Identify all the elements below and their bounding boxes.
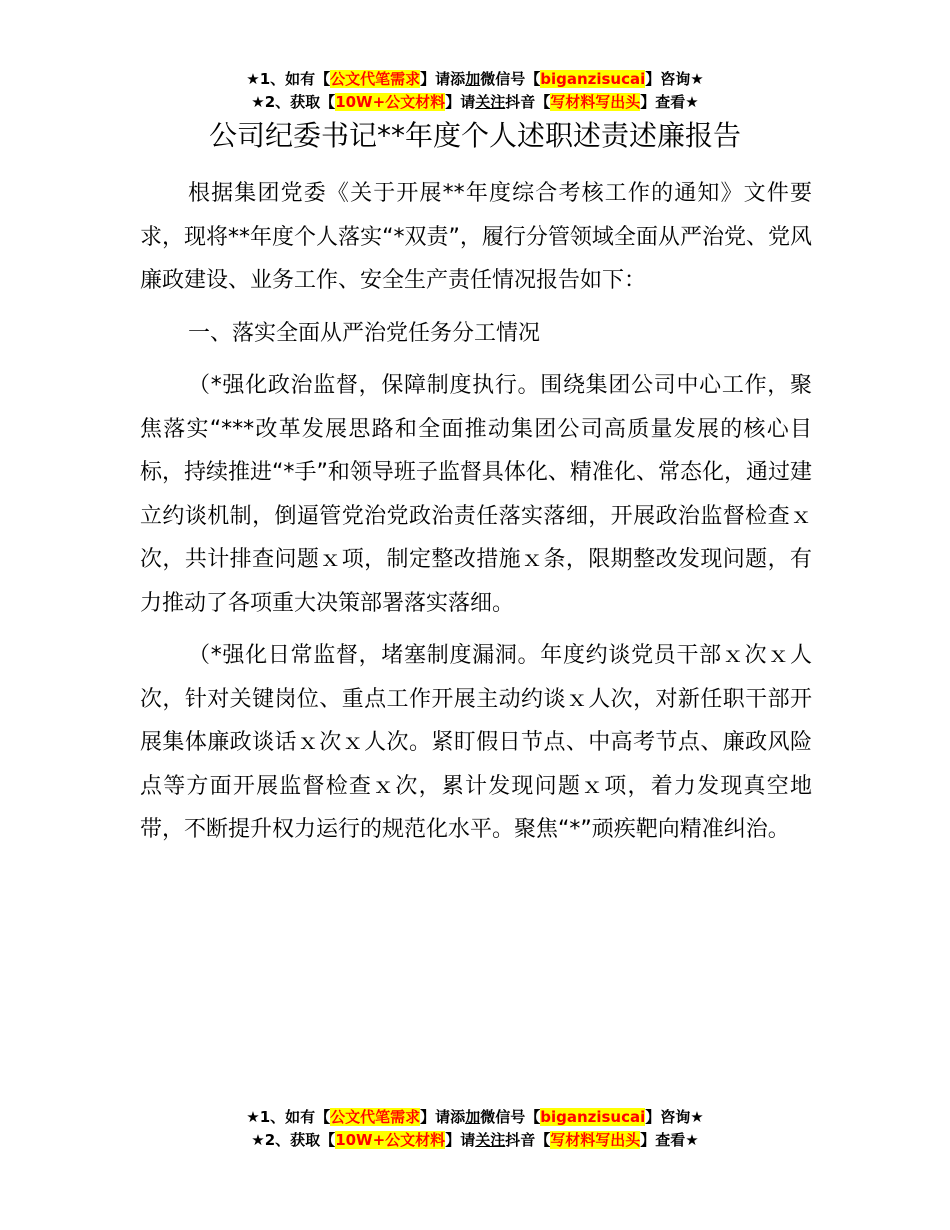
body-paragraph: （*强化政治监督，保障制度执行。围绕集团公司中心工作，聚焦落实“***改革发展思路和全面推动集团公司高质量发展的核心目标，持续推进“*手”和领导班子监督具体化、精准化、常态化，通过建立约谈机制，倒逼管党治党政治责任落实落细，开展政治监督检查ｘ次，共计排查问题ｘ项，制定整改措施ｘ条，限期整改发现问题，有力推动了各项重大决策部署落实落细。 bbox=[140, 373, 812, 616]
banner-underlined-text: 关注 bbox=[475, 93, 506, 111]
banner-highlight: 10W+公文材料 bbox=[335, 1131, 446, 1149]
banner-text: ★1、如有【 bbox=[246, 1108, 331, 1126]
body-paragraph: （*强化日常监督，堵塞制度漏洞。年度约谈党员干部ｘ次ｘ人次，针对关键岗位、重点工作开展主动约谈ｘ人次，对新任职干部开展集体廉政谈话ｘ次ｘ人次。紧盯假日节点、中高考节点、廉政风险点等方面开展监督检查ｘ次，累计发现问题ｘ项，着力发现真空地带，不断提升权力运行的规范化水平。聚焦“*”顽疾靶向精准纠治。 bbox=[140, 643, 812, 842]
banner-text: 】请添 bbox=[420, 70, 466, 88]
banner-text: ★2、获取【 bbox=[251, 93, 336, 111]
banner-text: 微信号【 bbox=[480, 70, 541, 88]
banner-text: 】咨询★ bbox=[645, 70, 704, 88]
section-heading: 一、落实全面从严治党任务分工情况 bbox=[188, 320, 541, 346]
banner-highlight: 公文代笔需求 bbox=[330, 70, 421, 88]
intro-paragraph: 根据集团党委《关于开展**年度综合考核工作的通知》文件要求，现将**年度个人落实“*双责”，履行分管领域全面从严治党、党风廉政建设、业务工作、安全生产责任情况报告如下： bbox=[140, 181, 812, 293]
banner-underlined-text: 加 bbox=[465, 70, 481, 88]
banner-line-1 bbox=[0, 1106, 950, 1129]
banner-line-1 bbox=[0, 68, 950, 91]
document-title: 公司纪委书记**年度个人述职述责述廉报告 bbox=[208, 119, 741, 152]
banner-text: 】查看★ bbox=[640, 93, 699, 111]
banner-highlight: 写材料写出头 bbox=[550, 93, 641, 111]
banner-highlight: 公文代笔需求 bbox=[330, 1108, 421, 1126]
footer-banner bbox=[0, 1106, 950, 1152]
banner-underlined-text: 加 bbox=[465, 1108, 481, 1126]
banner-text: ★2、获取【 bbox=[251, 1131, 336, 1149]
banner-text: 】请添 bbox=[420, 1108, 466, 1126]
banner-text: 抖音【 bbox=[505, 1131, 551, 1149]
banner-line-2 bbox=[0, 1129, 950, 1152]
banner-text: 抖音【 bbox=[505, 93, 551, 111]
banner-text: 】咨询★ bbox=[645, 1108, 704, 1126]
banner-text: 】请 bbox=[445, 93, 476, 111]
banner-line-2 bbox=[0, 91, 950, 114]
banner-text: 】查看★ bbox=[640, 1131, 699, 1149]
banner-text: 微信号【 bbox=[480, 1108, 541, 1126]
header-banner bbox=[0, 68, 950, 114]
banner-underlined-text: 关注 bbox=[475, 1131, 506, 1149]
banner-highlight: biganzisucai bbox=[540, 70, 646, 88]
banner-text: ★1、如有【 bbox=[246, 70, 331, 88]
document-body bbox=[140, 172, 812, 861]
banner-text: 】请 bbox=[445, 1131, 476, 1149]
banner-highlight: 写材料写出头 bbox=[550, 1131, 641, 1149]
banner-highlight: biganzisucai bbox=[540, 1108, 646, 1126]
banner-highlight: 10W+公文材料 bbox=[335, 93, 446, 111]
